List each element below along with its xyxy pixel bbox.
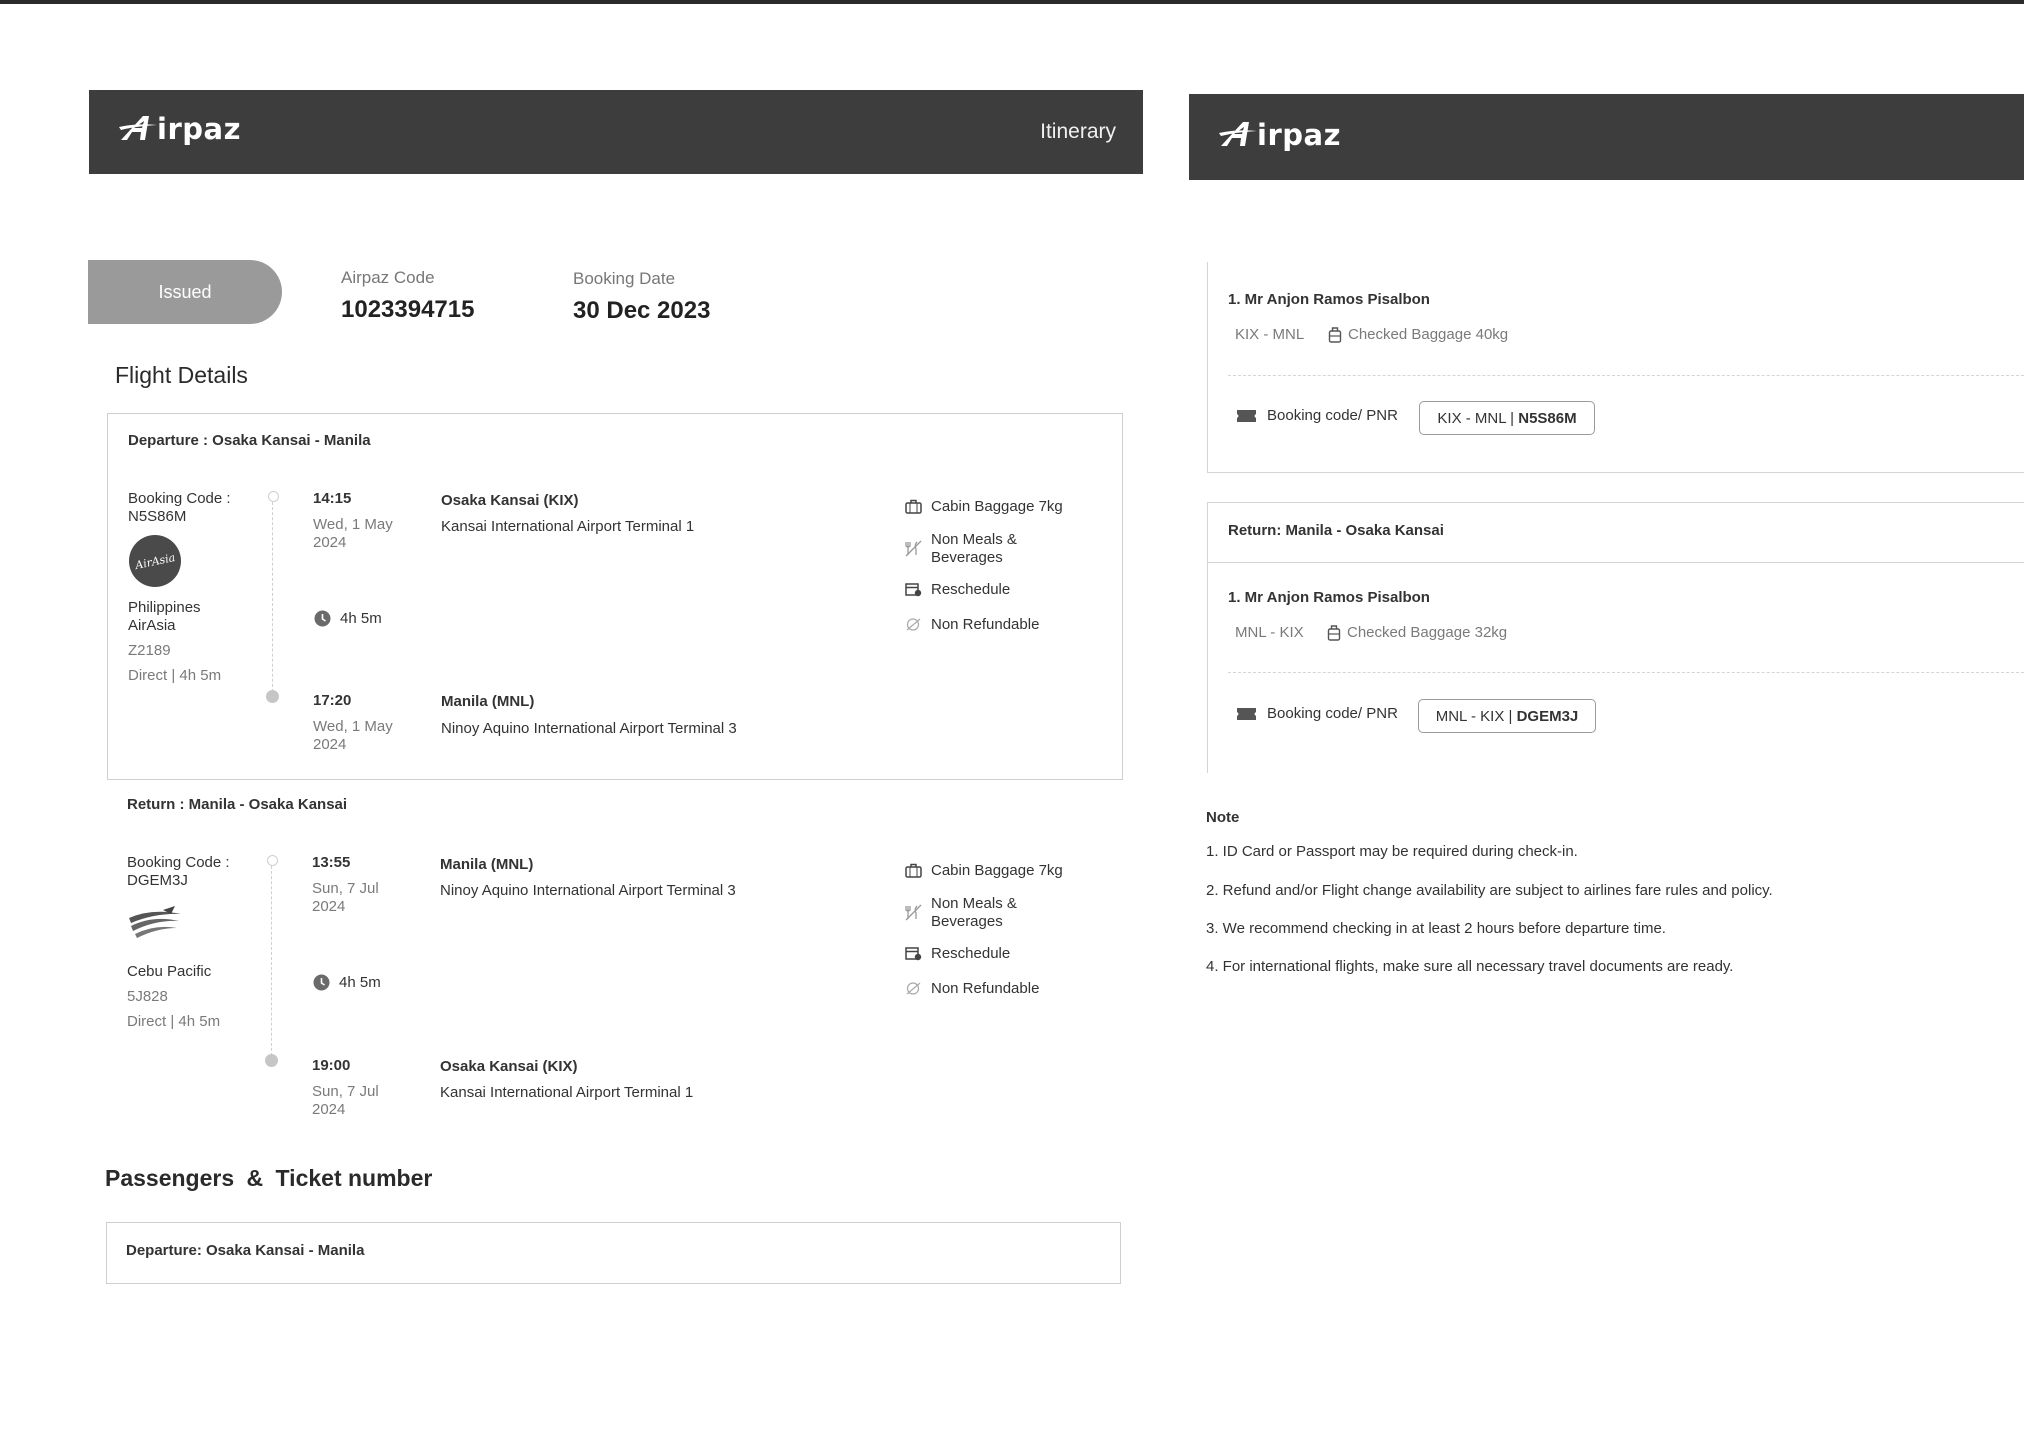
departure-start-dot (268, 491, 279, 502)
note-title: Note (1206, 809, 1240, 826)
departure-dep-day: Wed, 1 May (313, 516, 393, 533)
airpaz-logo-icon (119, 112, 159, 146)
meal-icon (905, 904, 922, 921)
status-badge: Issued (88, 260, 282, 324)
return-refund (905, 980, 1039, 998)
departure-dep-time: 14:15 (313, 490, 352, 507)
return-dep-time: 13:55 (312, 854, 351, 871)
flight-details-title: Flight Details (115, 362, 248, 388)
departure-meals-line-2: Beverages (931, 549, 1003, 566)
return-reschedule-text: Reschedule (931, 945, 1011, 962)
departure-airline-name-1: Philippines (128, 599, 201, 616)
departure-arr-day: Wed, 1 May (313, 718, 393, 735)
departure-refund-text: Non Refundable (931, 616, 1040, 633)
departure-duration-text: 4h 5m (340, 610, 382, 627)
ret-passenger-baggage-text: Checked Baggage 32kg (1347, 624, 1508, 641)
departure-arr-airport: Manila (MNL) (441, 693, 535, 710)
calendar-icon (905, 582, 922, 597)
return-title-divider (1207, 562, 2024, 563)
passengers-title-1: Passengers (105, 1165, 235, 1191)
departure-arr-year: 2024 (313, 736, 347, 753)
dep-pnr-label-text: Booking code/ PNR (1267, 407, 1398, 424)
departure-timeline-rail (272, 497, 273, 697)
departure-booking-code: N5S86M (128, 508, 187, 525)
return-cabin-baggage (905, 862, 1063, 880)
departure-flight-type: Direct | 4h 5m (128, 667, 222, 684)
return-airline-name: Cebu Pacific (127, 963, 212, 980)
no-refund-icon (905, 981, 922, 996)
cebu-pacific-logo (127, 904, 185, 947)
dep-passenger-name: 1. Mr Anjon Ramos Pisalbon (1228, 291, 1430, 308)
airpaz-code-value: 1023394715 (341, 296, 475, 323)
departure-arr-time: 17:20 (313, 692, 352, 709)
return-booking-code-label: Booking Code : (127, 854, 230, 871)
itinerary-title: Itinerary (1040, 120, 1116, 143)
return-arr-terminal: Kansai International Airport Terminal 1 (440, 1084, 694, 1101)
return-arr-time: 19:00 (312, 1057, 351, 1074)
dep-passenger-route: KIX - MNL (1235, 326, 1305, 343)
no-refund-icon (905, 617, 922, 632)
cebu-pacific-logo-icon (127, 904, 185, 942)
airpaz-logo (1219, 118, 1341, 152)
departure-cabin-text: Cabin Baggage 7kg (931, 498, 1063, 515)
dep-pnr-label (1236, 407, 1398, 424)
left-header-bar (89, 90, 1143, 174)
meal-icon (905, 540, 922, 557)
ret-passenger-divider (1228, 672, 2024, 673)
departure-cabin-baggage (905, 498, 1063, 516)
note-item-3: 3. We recommend checking in at least 2 hours before departure time. (1206, 920, 1666, 937)
departure-refund (905, 616, 1039, 634)
return-dep-airport: Manila (MNL) (440, 856, 534, 873)
airpaz-logo-icon (1219, 118, 1259, 152)
ret-pnr-route: MNL - KIX | (1435, 707, 1517, 725)
departure-dep-airport: Osaka Kansai (KIX) (441, 492, 579, 509)
dep-pnr-route: KIX - MNL | (1437, 409, 1519, 427)
note-item-2: 2. Refund and/or Flight change availability are subject to airlines fare rules and policy. (1206, 882, 1773, 899)
luggage-icon (1328, 327, 1342, 343)
ret-pnr-label-text: Booking code/ PNR (1267, 705, 1398, 722)
note-item-1: 1. ID Card or Passport may be required during check-in. (1206, 843, 1578, 860)
suitcase-icon (905, 863, 922, 878)
return-start-dot (267, 855, 278, 866)
departure-dep-terminal: Kansai International Airport Terminal 1 (441, 518, 695, 535)
return-reschedule (905, 945, 1010, 963)
calendar-icon (905, 946, 922, 961)
departure-dep-year: 2024 (313, 534, 347, 551)
return-dep-day: Sun, 7 Jul (312, 880, 379, 897)
brand-name: irpaz (157, 112, 241, 146)
departure-arr-terminal: Ninoy Aquino International Airport Terminal 3 (441, 720, 737, 737)
ret-passenger-baggage (1327, 624, 1507, 641)
return-refund-text: Non Refundable (931, 980, 1040, 997)
passengers-departure-title: Departure: Osaka Kansai - Manila (126, 1242, 365, 1259)
dep-passenger-baggage-text: Checked Baggage 40kg (1348, 326, 1509, 343)
ret-pnr-badge (1418, 699, 1596, 733)
page-top-border (0, 0, 2024, 4)
passengers-title-2: Ticket number (275, 1165, 433, 1191)
return-meals-text (931, 895, 1017, 931)
return-timeline-rail (271, 861, 272, 1061)
return-cabin-text: Cabin Baggage 7kg (931, 862, 1063, 879)
right-header-bar (1189, 94, 2024, 180)
ticket-icon (1236, 707, 1257, 721)
clock-icon (313, 974, 330, 991)
return-duration (313, 974, 381, 991)
return-booking-code: DGEM3J (127, 872, 188, 889)
ret-pnr-label (1236, 705, 1398, 722)
airasia-logo (129, 535, 181, 587)
return-flight-type: Direct | 4h 5m (127, 1013, 221, 1030)
departure-flight-number: Z2189 (128, 642, 171, 659)
airasia-logo-text: AirAsia (133, 550, 177, 572)
return-meals (905, 895, 1017, 931)
passengers-title-amp: & (246, 1165, 264, 1191)
passengers-title (105, 1165, 432, 1192)
departure-route-title: Departure : Osaka Kansai - Manila (128, 432, 371, 449)
return-route-title: Return : Manila - Osaka Kansai (127, 796, 348, 813)
departure-meals (905, 531, 1017, 567)
return-end-dot (265, 1054, 278, 1067)
dep-passenger-divider (1228, 375, 2024, 376)
departure-meals-line-1: Non Meals & (931, 531, 1017, 548)
departure-duration (314, 610, 382, 627)
return-meals-line-1: Non Meals & (931, 895, 1017, 912)
ret-passenger-name: 1. Mr Anjon Ramos Pisalbon (1228, 589, 1430, 606)
return-dep-year: 2024 (312, 898, 346, 915)
dep-pnr-badge (1419, 401, 1595, 435)
booking-date-value: 30 Dec 2023 (573, 297, 711, 324)
departure-airline-name-2: AirAsia (128, 617, 176, 634)
airpaz-code-label: Airpaz Code (341, 268, 435, 287)
brand-name: irpaz (1257, 118, 1341, 152)
return-arr-year: 2024 (312, 1101, 346, 1118)
note-item-4: 4. For international flights, make sure all necessary travel documents are ready. (1206, 958, 1734, 975)
departure-end-dot (266, 690, 279, 703)
departure-meals-text (931, 531, 1017, 567)
return-meals-line-2: Beverages (931, 913, 1003, 930)
departure-reschedule-text: Reschedule (931, 581, 1011, 598)
return-duration-text: 4h 5m (339, 974, 381, 991)
ticket-icon (1236, 409, 1257, 423)
return-dep-terminal: Ninoy Aquino International Airport Terminal 3 (440, 882, 736, 899)
return-flight-number: 5J828 (127, 988, 168, 1005)
ret-pnr-code: DGEM3J (1516, 707, 1579, 725)
return-arr-airport: Osaka Kansai (KIX) (440, 1058, 578, 1075)
departure-reschedule (905, 581, 1010, 599)
suitcase-icon (905, 499, 922, 514)
dep-pnr-code: N5S86M (1518, 409, 1577, 427)
right-return-title: Return: Manila - Osaka Kansai (1228, 522, 1444, 539)
booking-date-label: Booking Date (573, 269, 676, 288)
departure-booking-code-label: Booking Code : (128, 490, 231, 507)
return-arr-day: Sun, 7 Jul (312, 1083, 379, 1100)
airpaz-logo (119, 112, 241, 146)
ret-passenger-route: MNL - KIX (1235, 624, 1304, 641)
dep-passenger-baggage (1328, 326, 1508, 343)
clock-icon (314, 610, 331, 627)
luggage-icon (1327, 625, 1341, 641)
